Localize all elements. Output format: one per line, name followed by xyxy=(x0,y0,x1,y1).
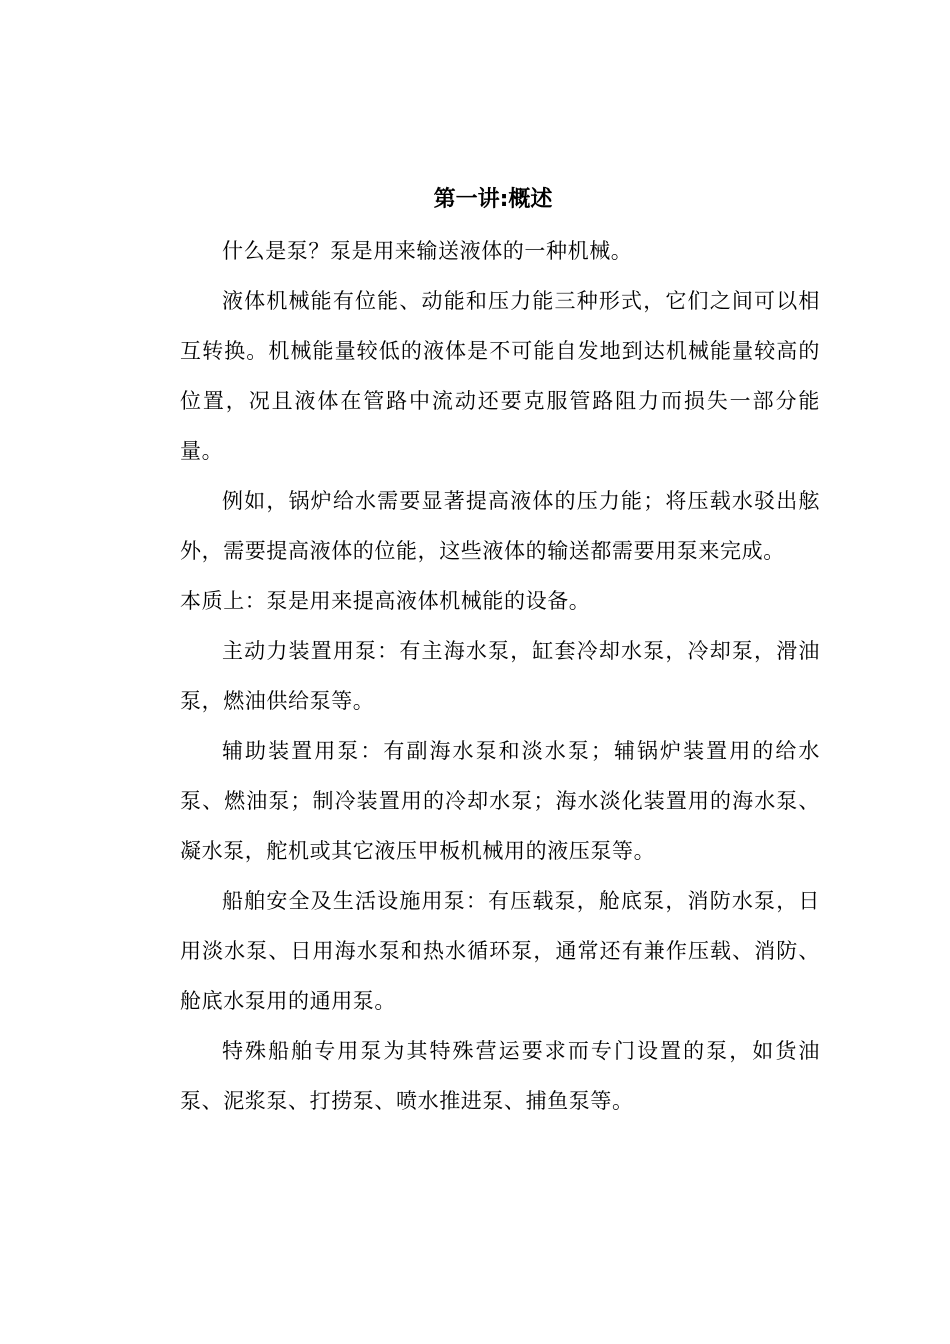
paragraph-safety-pumps: 船舶安全及生活设施用泵：有压载泵，舱底泵，消防水泵，日用淡水泵、日用海水泵和热水循环泵，通常还有兼作压载、消防、舱底水泵用的通用泵。 xyxy=(180,889,820,1013)
paragraph-main-power-pumps: 主动力装置用泵：有主海水泵，缸套冷却水泵，冷却泵，滑油泵，燃油供给泵等。 xyxy=(180,639,820,713)
page-title: 第一讲:概述 xyxy=(433,187,553,212)
paragraph-example: 例如，锅炉给水需要显著提高液体的压力能；将压载水驳出舷外，需要提高液体的位能，这些液体的输送都需要用泵来完成。 xyxy=(180,489,820,563)
paragraph-essence: 本质上：泵是用来提高液体机械能的设备。 xyxy=(180,589,591,613)
paragraph-mechanical-energy: 液体机械能有位能、动能和压力能三种形式，它们之间可以相互转换。机械能量较低的液体是不可能自发地到达机械能量较高的位置，况且液体在管路中流动还要克服管路阻力而损失一部分能量。 xyxy=(180,289,820,463)
paragraph-what-is-pump: 什么是泵？泵是用来输送液体的一种机械。 xyxy=(222,239,633,263)
paragraph-special-pumps: 特殊船舶专用泵为其特殊营运要求而专门设置的泵，如货油泵、泥浆泵、打捞泵、喷水推进泵、捕鱼泵等。 xyxy=(180,1039,820,1113)
paragraph-auxiliary-pumps: 辅助装置用泵：有副海水泵和淡水泵；辅锅炉装置用的给水泵、燃油泵；制冷装置用的冷却水泵；海水淡化装置用的海水泵、凝水泵，舵机或其它液压甲板机械用的液压泵等。 xyxy=(180,739,820,863)
document-body xyxy=(180,226,820,1126)
